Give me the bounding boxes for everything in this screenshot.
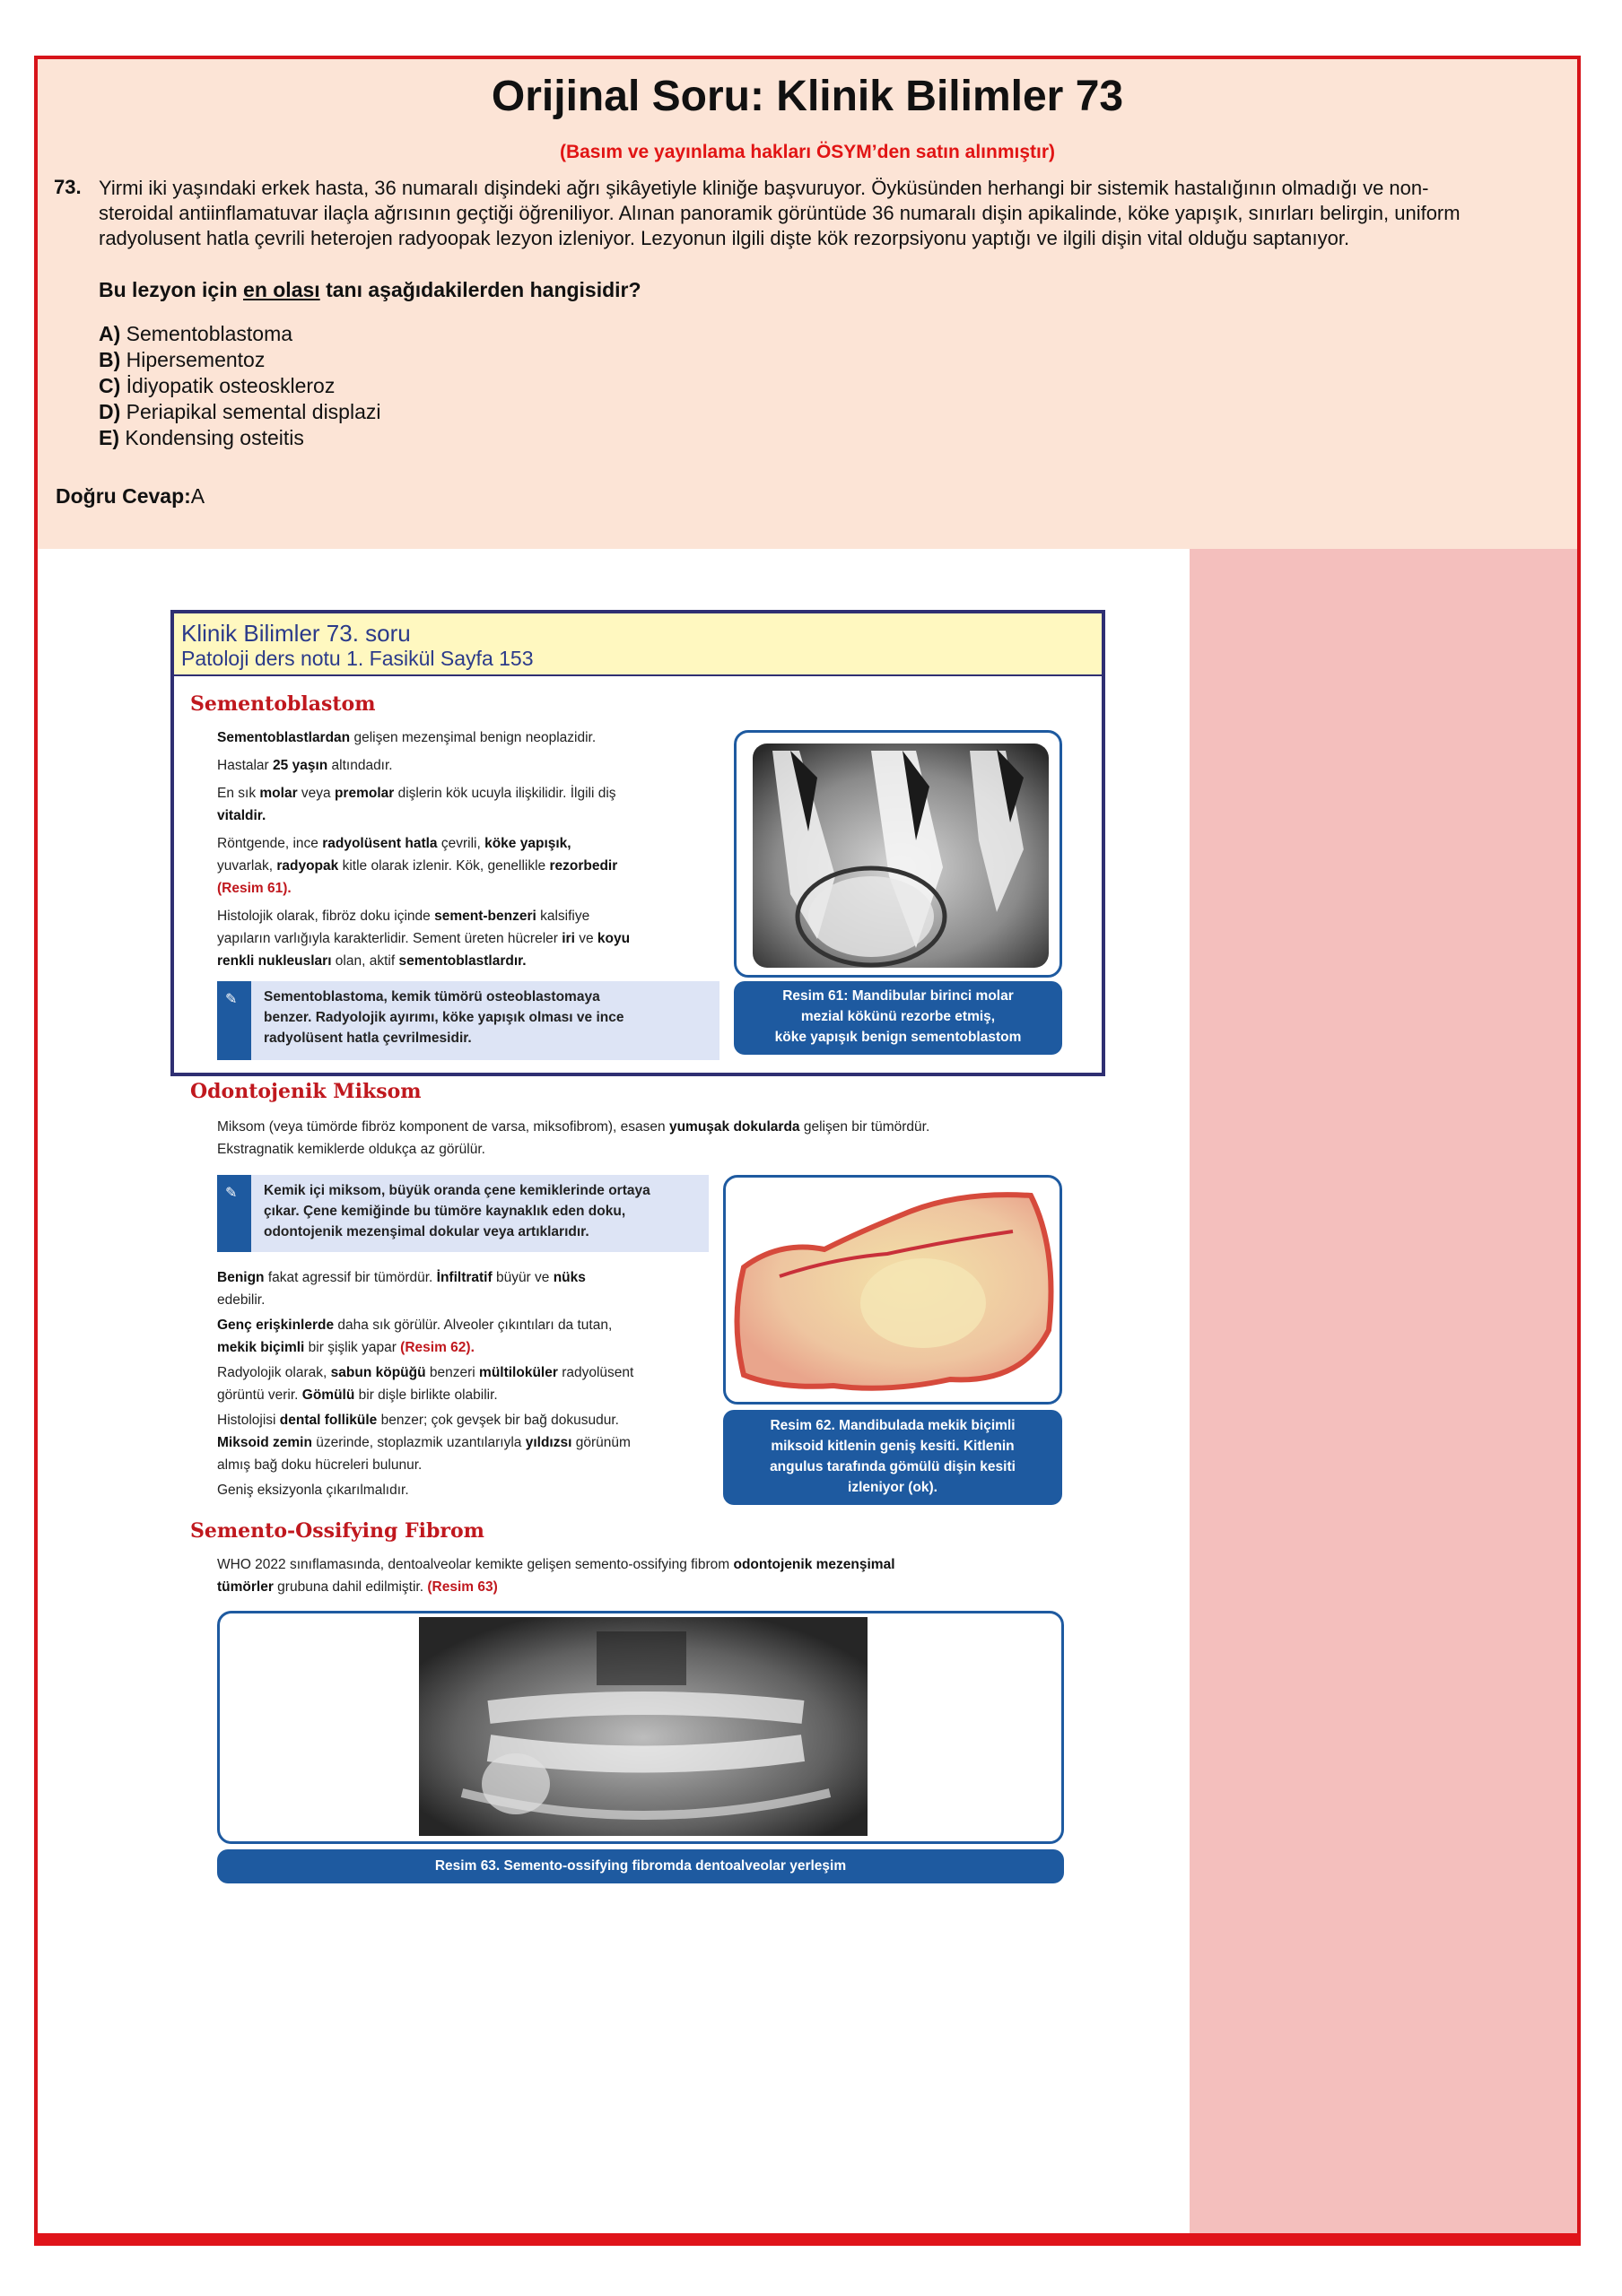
option-a[interactable] [99,321,380,347]
text-line: Sementoblastlardan gelişen mezenşimal benign neoplazidir. [217,730,597,745]
options-list [99,321,380,451]
image-resim-62 [723,1175,1062,1405]
correct-answer [56,484,205,509]
text-line: Genç erişkinlerde daha sık görülür. Alveoler çıkıntıları da tutan, mekik biçimli bir şişlik yapar (Resim 62). [217,1318,613,1355]
miksom-text [217,1266,711,1501]
text-line: Röntgende, ince radyolüsent hatla çevrili, köke yapışık, yuvarlak, radyopak kitle olarak izlenir. Kök, genellikle rezorbedir (Resim 61). [217,836,618,896]
tip-text: Sementoblastoma, kemik tümörü osteoblastomaya benzer. Radyolojik ayırımı, köke yapışık olması ve ince radyolüsent hatla çevrilmesidir. [264,989,624,1046]
tip-box-sementoblastom [217,981,719,1060]
option-text: Kondensing osteitis [125,426,304,449]
answer-label: Doğru Cevap: [56,484,191,508]
tip-bar [217,1175,251,1252]
question-stem: Yirmi iki yaşındaki erkek hasta, 36 numaralı dişindeki ağrı şikâyetiyle kliniğe başvuruyor. Öyküsünden herhangi bir sistemik hastalığının olmadığı ve non-steroidal antiinflamatuvar ilaçla ağrısının geçtiği öğreniliyor. Alınan panoramik görüntüde 36 numaralı dişin apikalinde, köke yapışık, sınırları belirgin, uniform radyolusent hatla çevrili heterojen radyoopak lezyon izleniyor. Lezyonun ilgili dişte kök rezorpsiyonu yaptığı ve ilgili dişin vital olduğu saptanıyor. [99,177,1461,249]
text-line: Benign fakat agressif bir tümördür. İnfiltratif büyür ve nüks edebilir. [217,1270,586,1308]
question-number: 73. [54,176,82,198]
question-box [38,59,1577,549]
sementoblastom-text [217,726,733,972]
bottom-red-bar [34,2233,1581,2246]
option-b[interactable] [99,347,380,373]
question-ask [99,278,641,302]
section-title-sementoblastom: Sementoblastom [190,692,376,716]
note-header-source: Patoloji ders notu 1. Fasikül Sayfa 153 [181,647,534,670]
text-line: En sık molar veya premolar dişlerin kök ucuyla ilişkilidir. İlgili diş vitaldir. [217,786,616,823]
option-c[interactable] [99,373,380,399]
answer-value: A [190,484,205,508]
note-header [170,610,1105,676]
image-resim-61 [734,730,1062,978]
text-line: Geniş eksizyonla çıkarılmalıdır. [217,1483,409,1498]
caption-resim-62: Resim 62. Mandibulada mekik biçimli miksoid kitlenin geniş kesiti. Kitlenin angulus tarafında gömülü dişin kesiti izleniyor (ok). [723,1410,1062,1505]
note-header-title: Klinik Bilimler 73. soru [181,620,411,647]
option-text: İdiyopatik osteoskleroz [126,374,336,397]
option-letter: C) [99,374,121,397]
text-line: Histolojik olarak, fibröz doku içinde sement-benzeri kalsifiye yapıların varlığıyla karakterlidir. Sement üreten hücreler iri ve koyu renkli nukleusları olan, aktif sementoblastlardır. [217,909,631,969]
question-title: Orijinal Soru: Klinik Bilimler 73 [491,73,1124,120]
section-title-miksom: Odontojenik Miksom [190,1080,422,1103]
specimen-image [726,1178,1062,1405]
section-title-fibrom: Semento-Ossifying Fibrom [190,1519,484,1543]
side-panel [1190,549,1577,2233]
option-letter: D) [99,400,121,423]
tip-text: Kemik içi miksom, büyük oranda çene kemiklerinde ortaya çıkar. Çene kemiğinde bu tümöre kaynaklık eden doku, odontojenik mezenşimal dokular veya artıklarıdır. [264,1183,650,1239]
tip-box-miksom [217,1175,709,1252]
option-letter: A) [99,322,121,345]
tip-bar [217,981,251,1060]
xray-molar-image [737,733,1062,978]
ask-after: tanı aşağıdakilerden hangisidir? [319,278,641,301]
pencil-icon: ✎ [225,1186,238,1201]
pencil-icon: ✎ [225,992,238,1007]
option-d[interactable] [99,399,380,425]
caption-resim-63: Resim 63. Semento-ossifying fibromda dentoalveolar yerleşim [217,1849,1064,1883]
option-letter: E) [99,426,119,449]
text-line: Histolojisi dental folliküle benzer; çok gevşek bir bağ dokusudur. Miksoid zemin üzerinde, stoplazmik uzantılarıyla yıldızsı görünüm almış bağ doku hücreleri bulunur. [217,1413,631,1473]
copyright-note: (Basım ve yayınlama hakları ÖSYM’den satın alınmıştır) [559,142,1056,162]
text-line: Miksom (veya tümörde fibröz komponent de varsa, miksofibrom), esasen yumuşak dokularda gelişen bir tümördür. [217,1119,930,1135]
text-line: Hastalar 25 yaşın altındadır. [217,758,393,773]
ask-before: Bu lezyon için [99,278,244,301]
text-line: Radyolojik olarak, sabun köpüğü benzeri mültiloküler radyolüsent görüntü verir. Gömülü bir dişle birlikte olabilir. [217,1365,634,1403]
text-line: Ekstragnatik kemiklerde oldukça az görülür. [217,1142,485,1157]
image-resim-63 [217,1611,1064,1844]
panoramic-xray-image [220,1613,1064,1844]
fibrom-text [217,1553,1078,1598]
option-text: Periapikal semental displazi [126,400,381,423]
caption-resim-61: Resim 61: Mandibular birinci molar mezial kökünü rezorbe etmiş, köke yapışık benign sementoblastom [734,981,1062,1055]
text-line: WHO 2022 sınıflamasında, dentoalveolar kemikte gelişen semento-ossifying fibrom odontojenik mezenşimal [217,1557,895,1572]
option-e[interactable] [99,425,380,451]
option-letter: B) [99,348,121,371]
text-line: tümörler grubuna dahil edilmiştir. (Resim 63) [217,1579,498,1595]
option-text: Sementoblastoma [126,322,293,345]
ask-underline: en olası [243,278,320,301]
miksom-intro [217,1116,1078,1161]
option-text: Hipersementoz [126,348,266,371]
